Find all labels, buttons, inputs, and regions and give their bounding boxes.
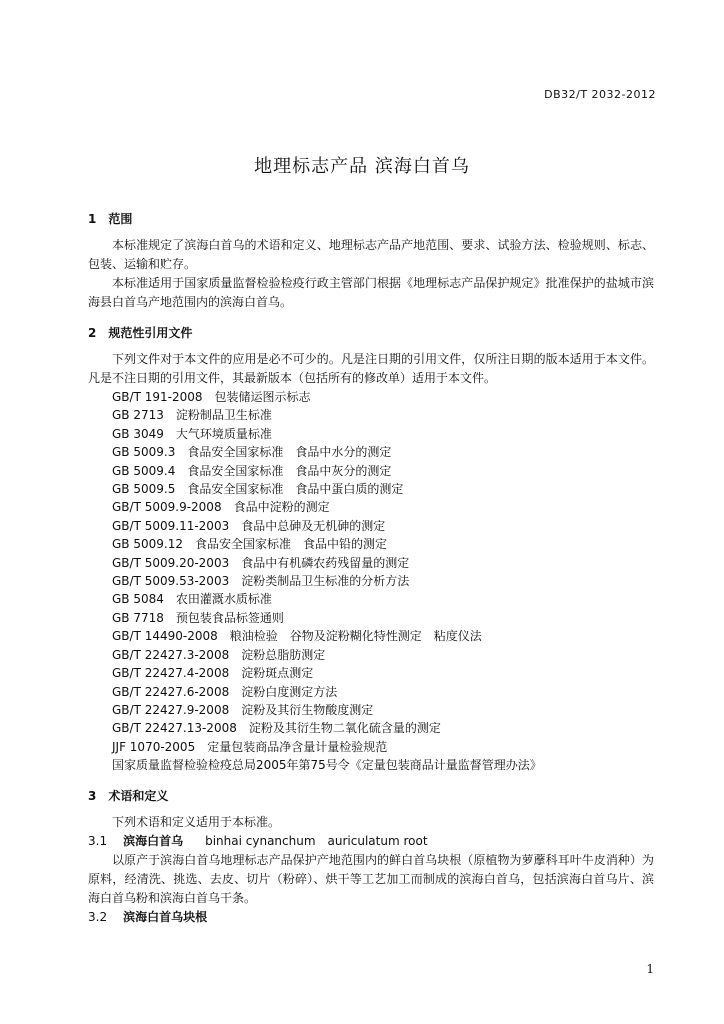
reference-item: GB 2713 淀粉制品卫生标准 <box>112 408 272 423</box>
reference-item: GB/T 22427.9-2008 淀粉及其衍生物酸度测定 <box>112 702 374 717</box>
document-title: 地理标志产品 滨海白首乌 <box>254 156 470 177</box>
reference-item: JJF 1070-2005 定量包装商品净含量计量检验规范 <box>112 739 388 754</box>
document-body <box>88 210 654 927</box>
reference-item: 国家质量监督检验检疫总局2005年第75号令《定量包装商品计量监督管理办法》 <box>112 758 542 773</box>
section-1-heading: 1 范围 <box>88 212 133 226</box>
reference-item: GB/T 191-2008 包装储运图示标志 <box>112 390 311 404</box>
reference-item: GB/T 5009.11-2003 食品中总砷及无机砷的测定 <box>112 518 386 533</box>
reference-item: GB/T 14490-2008 粮油检验 谷物及淀粉糊化特性测定 粘度仪法 <box>112 629 482 644</box>
section-1-paragraph: 本标准适用于国家质量监督检验检疫行政主管部门根据《地理标志产品保护规定》批准保护的盐城市滨海县白首乌产地范围内的滨海白首乌。 <box>88 276 654 309</box>
standard-number: DB32/T 2032-2012 <box>544 88 656 101</box>
term-number: 3.2 <box>88 909 108 924</box>
section-1-paragraph: 本标准规定了滨海白首乌的术语和定义、地理标志产品产地范围、要求、试验方法、检验规则、标志、包装、运输和贮存。 <box>88 238 654 271</box>
section-2-heading: 2 规范性引用文件 <box>88 326 193 340</box>
reference-item: GB 5084 农田灌溉水质标准 <box>112 592 272 607</box>
term-english: binhai cynanchum auriculatum root <box>205 833 428 848</box>
reference-item: GB/T 22427.3-2008 淀粉总脂肪测定 <box>112 647 326 662</box>
section-3-intro: 下列术语和定义适用于本标准。 <box>112 814 281 829</box>
reference-item: GB/T 5009.20-2003 食品中有机磷农药残留量的测定 <box>112 555 410 570</box>
reference-item: GB 5009.5 食品安全国家标准 食品中蛋白质的测定 <box>112 482 404 497</box>
reference-list <box>88 388 654 775</box>
reference-item: GB 5009.4 食品安全国家标准 食品中灰分的测定 <box>112 463 392 478</box>
reference-item: GB 5009.12 食品安全国家标准 食品中铅的测定 <box>112 537 387 552</box>
term-chinese: 滨海白首乌块根 <box>123 909 208 924</box>
term-3-1 <box>88 832 654 851</box>
section-3-heading: 3 术语和定义 <box>88 788 169 803</box>
reference-item: GB/T 22427.6-2008 淀粉白度测定方法 <box>112 684 338 699</box>
reference-item: GB/T 5009.9-2008 食品中淀粉的测定 <box>112 500 330 515</box>
reference-item: GB 5009.3 食品安全国家标准 食品中水分的测定 <box>112 445 392 460</box>
term-number: 3.1 <box>88 833 108 848</box>
reference-item: GB/T 22427.13-2008 淀粉及其衍生物二氧化硫含量的测定 <box>112 721 441 736</box>
reference-item: GB 3049 大气环境质量标准 <box>112 426 272 441</box>
reference-item: GB 7718 预包装食品标签通则 <box>112 610 284 625</box>
term-3-2 <box>88 908 654 927</box>
term-3-1-definition: 以原产于滨海白首乌地理标志产品保护产地范围内的鲜白首乌块根（原植物为萝藦科耳叶牛皮消种）为原料，经清洗、挑选、去皮、切片（粉碎）、烘干等工艺加工而制成的滨海白首乌，包括滨海白首乌片、滨海白首乌粉和滨海白首乌干条。 <box>88 852 654 905</box>
reference-item: GB/T 22427.4-2008 淀粉斑点测定 <box>112 666 314 681</box>
page-number: 1 <box>646 962 654 976</box>
reference-item: GB/T 5009.53-2003 淀粉类制品卫生标准的分析方法 <box>112 574 410 589</box>
term-chinese: 滨海白首乌 <box>123 833 184 848</box>
section-2-intro: 下列文件对于本文件的应用是必不可少的。凡是注日期的引用文件，仅所注日期的版本适用于本文件。凡是不注日期的引用文件，其最新版本（包括所有的修改单）适用于本文件。 <box>88 352 654 385</box>
